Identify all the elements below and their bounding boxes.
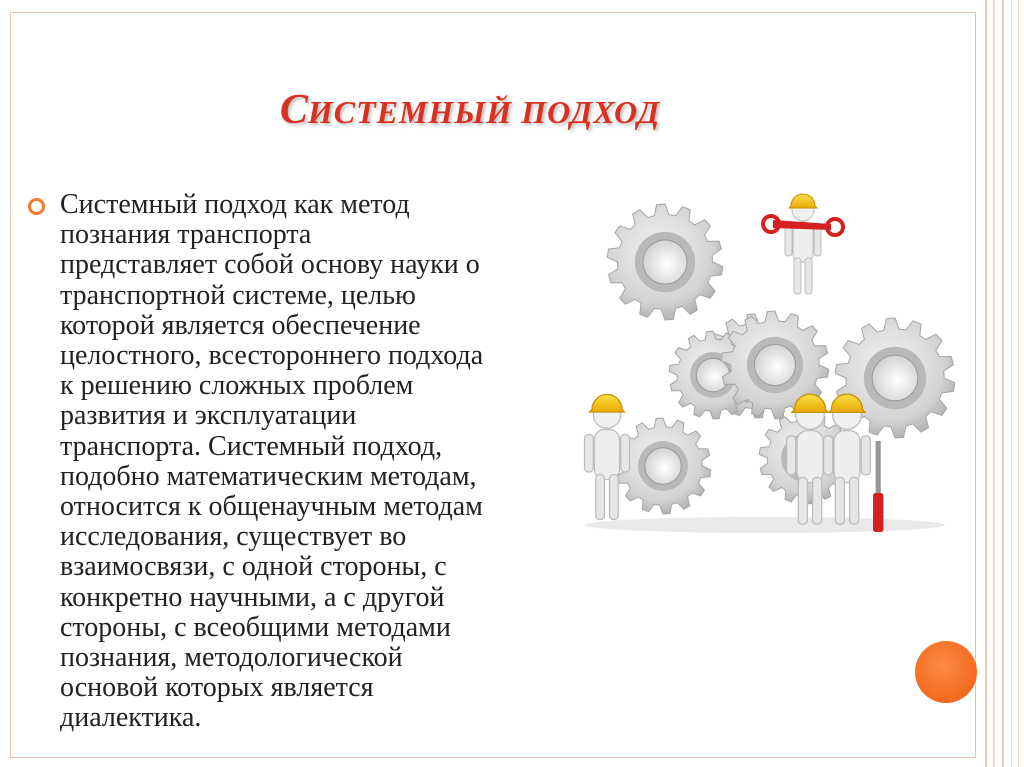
decor-stripe bbox=[985, 0, 987, 767]
ground-shadow bbox=[585, 517, 945, 533]
title-space bbox=[512, 94, 521, 130]
decor-stripe bbox=[1002, 0, 1004, 767]
gears-group bbox=[607, 204, 955, 514]
title-word-1: ИСТЕМНЫЙ bbox=[307, 94, 513, 130]
decor-orange-circle bbox=[915, 641, 977, 703]
decor-stripe bbox=[1018, 0, 1019, 767]
title-word-2: ПОДХОД bbox=[521, 94, 661, 130]
decor-stripe bbox=[993, 0, 995, 767]
page-title bbox=[0, 86, 940, 134]
title-first-letter: С bbox=[279, 87, 308, 133]
gears-with-workers-illustration bbox=[555, 180, 965, 540]
worker-figure-icon bbox=[763, 194, 843, 294]
body-paragraph: Системный подход как метод познания транспорта представляет собой основу науки о транспортной системе, целью которой является обеспечение целостного, всестороннего подхода к решению сложных проблем развития и эксплуатации транспорта. Системный подход, подобно математическим методам, относится к общенаучным методам исследования, существует во взаимосвязи, с одной стороны, с конкретно научными, а с другой стороны, с всеобщими методами познания, методологической основой которых является диалектика. bbox=[60, 189, 484, 734]
gear-icon bbox=[607, 204, 723, 320]
decor-stripe bbox=[1011, 0, 1012, 767]
worker-figure-icon bbox=[585, 395, 630, 520]
bullet-ring-icon bbox=[28, 198, 45, 215]
